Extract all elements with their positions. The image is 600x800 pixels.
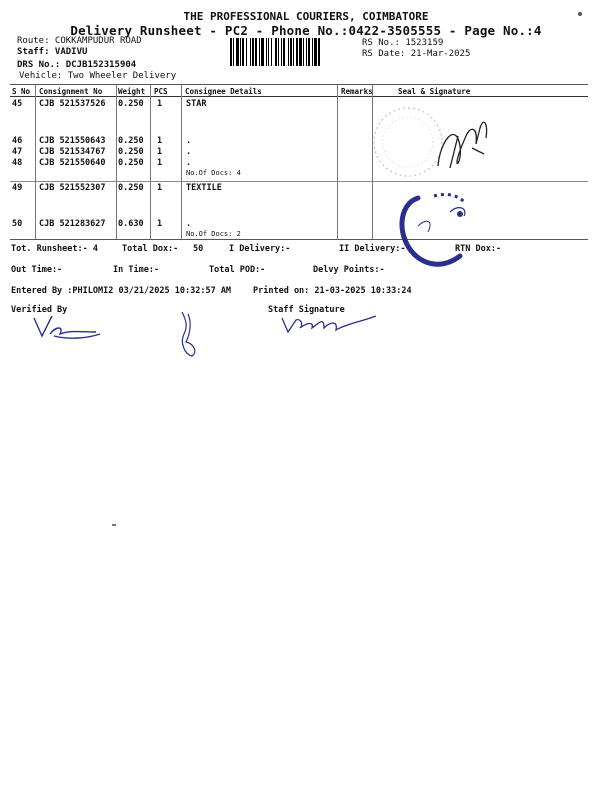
col-header-remarks: Remarks bbox=[341, 87, 373, 96]
barcode-bar bbox=[259, 38, 260, 66]
total-pod-label: Total POD:- bbox=[209, 265, 266, 275]
barcode-bar bbox=[312, 38, 313, 66]
row-49-consignee: TEXTILE bbox=[186, 183, 222, 193]
rs-date: RS Date: 21-Mar-2025 bbox=[362, 49, 471, 59]
row-48-pcs: 1 bbox=[157, 158, 163, 168]
vehicle-label: Vehicle: Two Wheeler Delivery bbox=[19, 71, 177, 81]
row-46-weight: 0.250 bbox=[118, 136, 144, 146]
row-45-weight: 0.250 bbox=[118, 99, 144, 109]
row-48-consignment: CJB 521550640 bbox=[39, 158, 106, 168]
barcode-bar bbox=[246, 38, 247, 66]
table-top-rule bbox=[10, 84, 588, 85]
barcode-bar bbox=[281, 38, 282, 66]
rs-number: RS No.: 1523159 bbox=[362, 38, 444, 48]
col-header-consignment: Consignment No bbox=[39, 87, 103, 96]
barcode-bar bbox=[290, 38, 292, 66]
barcode-bar bbox=[266, 38, 267, 66]
col-header-weight: Weight bbox=[118, 87, 146, 96]
barcode-bar bbox=[314, 38, 317, 66]
row-50-sno: 50 bbox=[12, 219, 23, 229]
ii-delivery-label: II Delivery:- bbox=[339, 244, 406, 254]
barcode-bar bbox=[271, 38, 272, 66]
barcode-bar bbox=[252, 38, 254, 66]
barcode-bar bbox=[308, 38, 310, 66]
row-47-weight: 0.250 bbox=[118, 147, 144, 157]
barcode-bar bbox=[303, 38, 304, 66]
row-49-pcs: 1 bbox=[157, 183, 163, 193]
row-46-consignee: . bbox=[186, 136, 192, 146]
drs-number: DRS No.: DCJB152315904 bbox=[17, 60, 137, 70]
barcode-bar bbox=[233, 38, 234, 66]
barcode-bar bbox=[306, 38, 307, 66]
barcode-bar bbox=[255, 38, 257, 66]
barcode-bar bbox=[275, 38, 277, 66]
middle-signature-mark bbox=[174, 308, 204, 360]
barcode-bar bbox=[318, 38, 320, 66]
col-divider-sno bbox=[35, 85, 36, 239]
staff-label: Staff: VADIVU bbox=[17, 47, 88, 57]
row-49-consignment: CJB 521552307 bbox=[39, 183, 106, 193]
row-47-consignment: CJB 521534767 bbox=[39, 147, 106, 157]
in-time-label: In Time:- bbox=[113, 265, 160, 275]
total-dox-label: Total Dox:- bbox=[122, 244, 179, 254]
staff-signature-label: Staff Signature bbox=[268, 305, 345, 315]
route-label: Route: COKKAMPUDUR ROAD bbox=[17, 36, 142, 46]
i-delivery-label: I Delivery:- bbox=[229, 244, 291, 254]
verified-by-label: Verified By bbox=[11, 305, 68, 315]
barcode-bar bbox=[240, 38, 241, 66]
row-45-sno: 45 bbox=[12, 99, 23, 109]
barcode-bar bbox=[288, 38, 289, 66]
group-2-doc-count: No.Of Docs: 2 bbox=[186, 230, 241, 238]
scan-speck bbox=[578, 12, 582, 16]
barcode-bar bbox=[296, 38, 298, 66]
barcode-bar bbox=[268, 38, 269, 66]
row-47-consignee: . bbox=[186, 147, 192, 157]
runsheet-title: Delivery Runsheet - PC2 - Phone No.:0422-3505555 - Page No.:4 bbox=[70, 23, 542, 38]
barcode-bar bbox=[261, 38, 264, 66]
barcode-bar bbox=[299, 38, 302, 66]
scan-speck bbox=[112, 524, 116, 526]
staff-signature bbox=[280, 310, 390, 340]
col-divider-consignee bbox=[337, 85, 338, 239]
barcode-bar bbox=[283, 38, 285, 66]
printed-on: Printed on: 21-03-2025 10:33:24 bbox=[253, 286, 412, 296]
total-runsheet: Tot. Runsheet:- 4 bbox=[11, 244, 98, 254]
barcode-bar bbox=[236, 38, 239, 66]
barcode-bar bbox=[278, 38, 279, 66]
row-50-consignment: CJB 521283627 bbox=[39, 219, 106, 229]
row-47-sno: 47 bbox=[12, 147, 23, 157]
row-50-consignee: . bbox=[186, 219, 192, 229]
col-header-sno: S No bbox=[12, 87, 31, 96]
row-50-weight: 0.630 bbox=[118, 219, 144, 229]
row-46-consignment: CJB 521550643 bbox=[39, 136, 106, 146]
col-divider-weight bbox=[150, 85, 151, 239]
group-1-doc-count: No.Of Docs: 4 bbox=[186, 169, 241, 177]
row-46-sno: 46 bbox=[12, 136, 23, 146]
barcode-bar bbox=[250, 38, 251, 66]
row-48-weight: 0.250 bbox=[118, 158, 144, 168]
barcode-bar bbox=[242, 38, 244, 66]
company-title: THE PROFESSIONAL COURIERS, COIMBATORE bbox=[183, 10, 429, 23]
col-header-pcs: PCS bbox=[154, 87, 168, 96]
row-46-pcs: 1 bbox=[157, 136, 163, 146]
col-header-seal-signature: Seal & Signature bbox=[398, 87, 471, 96]
delivery-points-label: Delvy Points:- bbox=[313, 265, 385, 275]
barcode-bar bbox=[230, 38, 232, 66]
row-47-pcs: 1 bbox=[157, 147, 163, 157]
rtn-dox-label: RTN Dox:- bbox=[455, 244, 502, 254]
entered-by: Entered By :PHILOMI2 03/21/2025 10:32:57 AM bbox=[11, 286, 232, 296]
row-49-weight: 0.250 bbox=[118, 183, 144, 193]
barcode bbox=[230, 38, 352, 66]
barcode-bar bbox=[293, 38, 294, 66]
col-header-consignee: Consignee Details bbox=[185, 87, 262, 96]
total-dox-value: 50 bbox=[193, 244, 204, 254]
row-45-pcs: 1 bbox=[157, 99, 163, 109]
row-48-sno: 48 bbox=[12, 158, 23, 168]
row-49-sno: 49 bbox=[12, 183, 23, 193]
col-divider-consignment bbox=[116, 85, 117, 239]
col-divider-pcs bbox=[181, 85, 182, 239]
verified-by-signature bbox=[30, 310, 110, 350]
row-48-consignee: . bbox=[186, 158, 192, 168]
row-50-pcs: 1 bbox=[157, 219, 163, 229]
out-time-label: Out Time:- bbox=[11, 265, 63, 275]
row-45-consignment: CJB 521537526 bbox=[39, 99, 106, 109]
row-45-consignee: STAR bbox=[186, 99, 207, 109]
